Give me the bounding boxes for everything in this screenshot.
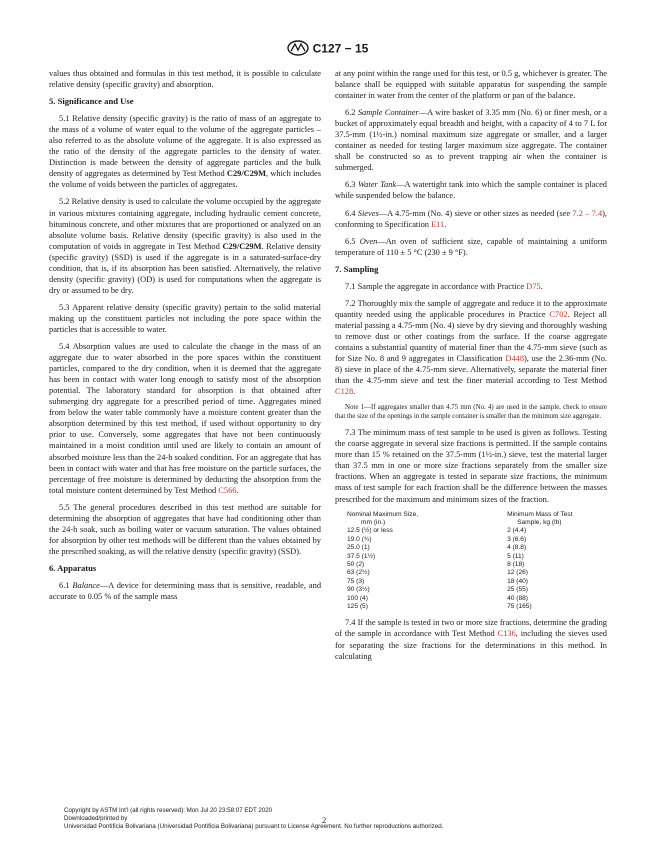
table-cell-mass: 8 (18) xyxy=(507,560,525,568)
ref-link-e11[interactable]: E11 xyxy=(431,219,445,229)
astm-logo-icon xyxy=(287,40,309,59)
table-cell-mass: 18 (40) xyxy=(507,577,528,585)
table-header-size: Nominal Maximum Size, xyxy=(347,510,419,518)
sample-size-table xyxy=(343,511,605,612)
ref-link-7-2[interactable]: 7.2 – 7.4 xyxy=(572,208,603,218)
section-7-heading: 7. Sampling xyxy=(335,263,379,274)
table-cell-mass: 4 (8.8) xyxy=(507,544,527,552)
table-cell-mass: 40 (88) xyxy=(507,594,528,602)
table-cell-size: 100 (4) xyxy=(347,594,368,602)
table-row xyxy=(343,553,605,561)
paragraph-6-5: 6.5 Oven—An oven of sufficient size, capable of maintaining a uniform temperature of 110 ± 5 °C (230 ± 9 °F). xyxy=(335,236,607,257)
footer-license: Universidad Pontificia Bolivariana (Universidad Pontificia Bolivariana) pursuant to License Agreement. No further reproductions authorized. xyxy=(64,823,444,831)
section-6-heading: 6. Apparatus xyxy=(49,562,97,573)
table-header-mass-unit: Sample, kg (lb) xyxy=(517,518,562,526)
table-cell-size: 50 (2) xyxy=(347,560,365,568)
paragraph-6-1-continued: at any point within the range used for this test, or 0.5 g, whichever is greater. The balance shall be equipped with suitable apparatus for suspending the sample container in water from the center of the platform or pan of the balance. xyxy=(335,69,607,101)
table-cell-size: 63 (2½) xyxy=(347,569,370,577)
table-cell-size: 90 (3½) xyxy=(347,586,370,594)
table-cell-size: 37.5 (1½) xyxy=(347,552,376,560)
table-row xyxy=(343,603,605,611)
table-cell-mass: 75 (165) xyxy=(507,603,532,611)
intro-paragraph: values thus obtained and formulas in this test method, it is possible to calculate relative density (specific gravity) and absorption. xyxy=(49,69,321,90)
table-cell-size: 12.5 (½) or less xyxy=(347,527,393,535)
table-row xyxy=(343,578,605,586)
ref-link-d448[interactable]: D448 xyxy=(505,354,525,364)
table-row xyxy=(343,536,605,544)
table-cell-mass: 3 (6.6) xyxy=(507,535,527,543)
table-row xyxy=(343,561,605,569)
table-cell-size: 25.0 (1) xyxy=(347,544,370,552)
table-row xyxy=(343,569,605,577)
ref-link-c128[interactable]: C128 xyxy=(335,387,354,397)
paragraph-6-3: 6.3 Water Tank—A watertight tank into which the sample container is placed while suspended below the balance. xyxy=(335,180,607,201)
table-cell-mass: 5 (11) xyxy=(507,552,524,560)
paragraph-6-1: 6.1 Balance—A device for determining mass that is sensitive, readable, and accurate to 0.05 % of the sample mass xyxy=(49,580,322,602)
footer-copyright: Copyright by ASTM Int'l (all rights reserved); Mon Jul 20 23:58:07 EDT 2020 xyxy=(64,807,273,814)
left-column xyxy=(49,68,321,608)
table-cell-size: 125 (5) xyxy=(347,603,368,611)
ref-link-c566[interactable]: C566 xyxy=(218,485,237,495)
paragraph-5-3: 5.3 Apparent relative density (specific gravity) pertain to the solid material making up the constituent particles not including the pore space within the particles that is accessible to water. xyxy=(49,302,321,334)
table-header-mass: Minimum Mass of Test xyxy=(507,510,573,518)
table-cell-mass: 25 (55) xyxy=(507,586,528,594)
paragraph-6-4: 6.4 Sieves—A 4.75-mm (No. 4) sieve or other sizes as needed (see 7.2 – 7.4), conforming to Specification E11. xyxy=(335,208,608,229)
paragraph-6-2: 6.2 Sample Container—A wire basket of 3.35 mm (No. 6) or finer mesh, or a bucket of approximately equal breadth and height, with a capacity of 4 to 7 L for 37.5-mm (1½-in.) nominal maximum size aggregate or smaller, and a larger container as needed for testing larger maximum size aggregate. The container shall be constructed so as to prevent trapping air when the container is submerged. xyxy=(335,108,608,173)
paragraph-7-3: 7.3 The minimum mass of test sample to be used is given as follows. Testing the coarse aggregate in several size fractions is permitted. If the sample contains more than 15 % retained on the 37.5-mm (1½-in.) sieve, test the material larger than 37.5 mm in one or more size fractions separately from the smaller size fractions. When an aggregate is tested in separate size fractions, the minimum mass of test sample for each fraction shall be the difference between the masses prescribed for the maximum and minimum sizes of the fraction. xyxy=(335,428,607,504)
ref-link-c29-2[interactable]: C29/C29M xyxy=(222,241,262,251)
ref-link-c136[interactable]: C136 xyxy=(497,629,516,639)
ref-link-c29[interactable]: C29/C29M xyxy=(226,169,266,179)
section-5-heading: 5. Significance and Use xyxy=(49,96,134,107)
page-footer xyxy=(64,807,624,831)
note-1: Note 1—If aggregates smaller than 4.75 mm (No. 4) are used in the sample, check to ensure that the size of the openings in the sample container is smaller than the minimum size aggregate. xyxy=(335,404,607,421)
paragraph-7-1: 7.1 Sample the aggregate in accordance with Practice D75. xyxy=(345,281,543,291)
table-cell-size: 75 (3) xyxy=(347,577,365,585)
ref-link-c702[interactable]: C702 xyxy=(549,309,568,319)
ref-link-d75[interactable]: D75 xyxy=(526,281,541,291)
table-row xyxy=(343,527,605,535)
paragraph-5-1: 5.1 Relative density (specific gravity) is the ratio of mass of an aggregate to the mass of a volume of water equal to the volume of the aggregate particles – also referred to as the absolute volume of the aggregate. It is also expressed as the ratio of the density of the aggregate particles to the density of water. Distinction is made between the density of aggregate particles and the bulk density of aggregates as determined by Test Method C29/C29M, which includes the volume of voids between the particles of aggregates. xyxy=(49,114,321,190)
page-header xyxy=(0,40,655,59)
paragraph-5-2: 5.2 Relative density is used to calculate the volume occupied by the aggregate in various mixtures containing aggregate, including hydraulic cement concrete, bituminous concrete, and other mixtures that are proportioned or analyzed on an absolute volume basis. Relative density (specific gravity) is also used in the computation of voids in aggregate in Test Method C29/C29M. Relative density (specific gravity) (SSD) is used if the aggregate is in a saturated-surface-dry condition, that is, if its absorption has been satisfied. Alternatively, the relative density (specific gravity) (OD) is used for computations when the aggregate is dry or assumed to be dry. xyxy=(49,197,321,295)
paragraph-7-2: 7.2 Thoroughly mix the sample of aggregate and reduce it to the approximate quantity needed using the applicable procedures in Practice C702. Reject all material passing a 4.75-mm (No. 4) sieve by dry sieving and thoroughly washing to remove dust or other coatings from the surface. If the coarse aggregate contains a substantial quantity of material finer than the 4.75-mm sieve (such as for Size No. 8 and 9 aggregates in Classification D448), use the 2.36-mm (No. 8) sieve in place of the 4.75-mm sieve. Alternatively, separate the material finer than the 4.75-mm sieve and test the finer material according to Test Method C128. xyxy=(335,298,608,397)
right-column xyxy=(335,68,607,668)
table-cell-mass: 2 (4.4) xyxy=(507,527,527,535)
page-number: 2 xyxy=(322,815,327,825)
table-cell-size: 19.0 (¾) xyxy=(347,535,372,543)
table-cell-mass: 12 (26) xyxy=(507,569,528,577)
footer-downloaded: Downloaded/printed by xyxy=(64,815,128,823)
table-row xyxy=(343,586,605,594)
table-row xyxy=(343,544,605,552)
paragraph-5-5: 5.5 The general procedures described in this test method are suitable for determining the absorption of aggregates that have had conditioning other than the 24-h soak, such as boiling water or vacuum saturation. The values obtained for absorption by other test methods will be different than the values obtained by the prescribed soaking, as will the relative density (specific gravity) (SSD). xyxy=(49,502,321,556)
table-header-size-unit: mm (in.) xyxy=(361,518,386,526)
paragraph-5-4: 5.4 Absorption values are used to calculate the change in the mass of an aggregate due to water absorbed in the pore spaces within the constituent particles, compared to the dry condition, when it is deemed that the aggregate has been in contact with water long enough to satisfy most of the absorption potential. The laboratory standard for absorption is that obtained after submerging dry aggregate for a prescribed period of time. Aggregates mined from below the water table commonly have a moisture content greater than the absorption determined by this test method, if used without opportunity to dry prior to use. Conversely, some aggregates that have not been continuously maintained in a moist condition until used are likely to contain an amount of absorbed moisture less than the 24-h soaked condition. For an aggregate that has been in contact with water and that has free moisture on the particle surfaces, the percentage of free moisture is determined by deducting the absorption from the total moisture content determined by Test Method C566. xyxy=(49,342,321,495)
paragraph-7-4: 7.4 If the sample is tested in two or more size fractions, determine the grading of the sample in accordance with Test Method C136, including the sieves used for separating the size fractions for the determinations in this method. In calculating xyxy=(335,618,607,661)
document-id: C127 − 15 xyxy=(312,41,369,56)
table-row xyxy=(343,595,605,603)
